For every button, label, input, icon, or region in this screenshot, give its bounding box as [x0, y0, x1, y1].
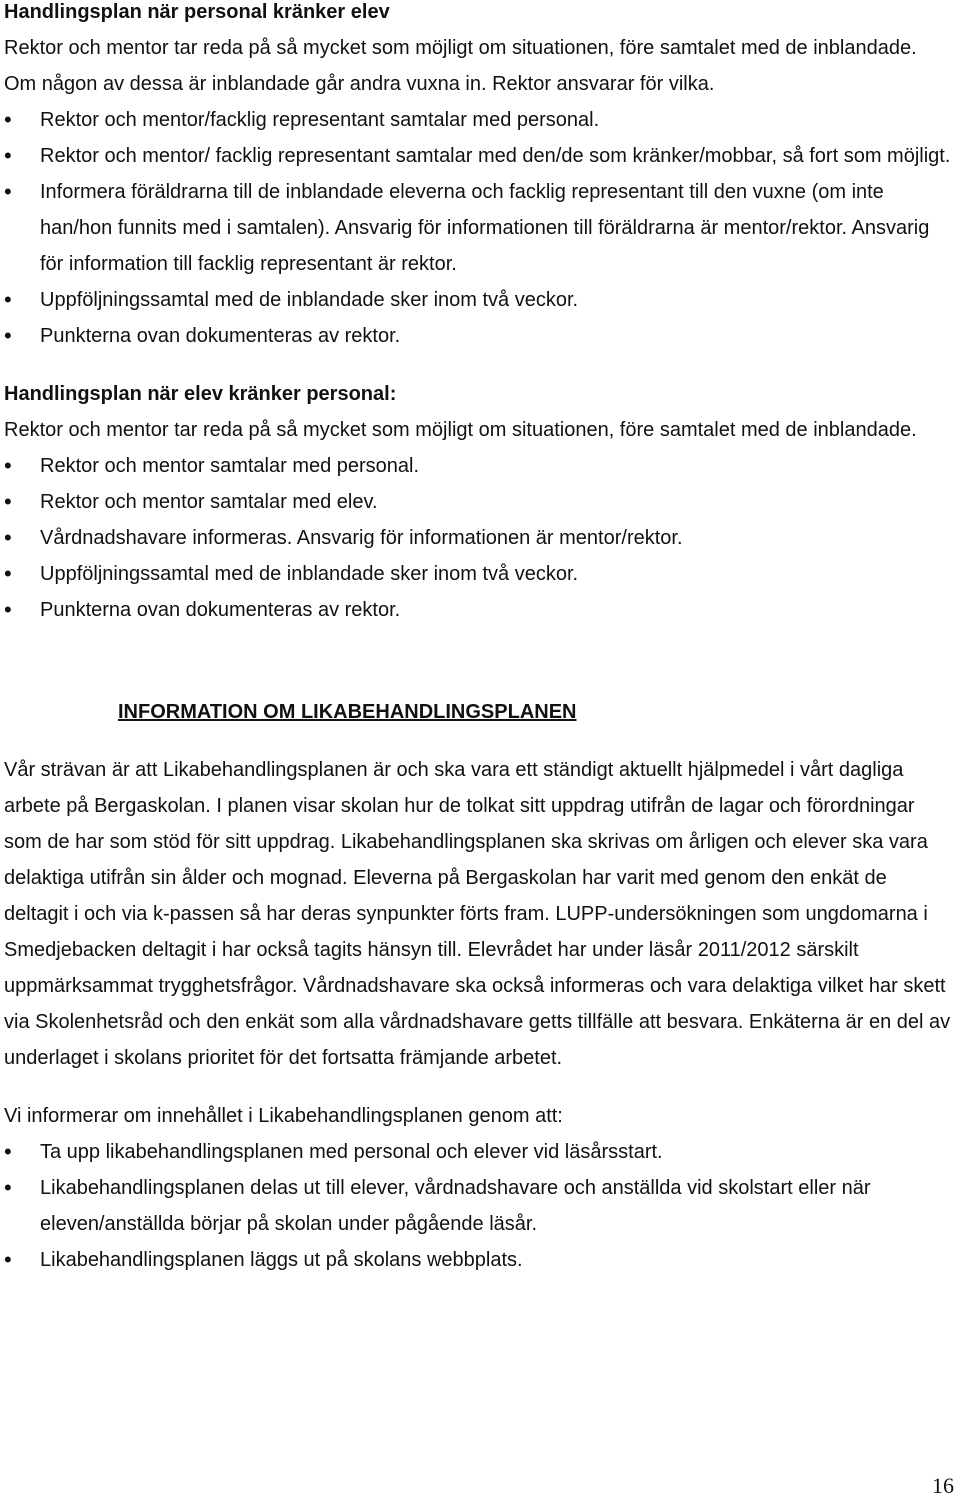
- list-item: • Rektor och mentor/ facklig representant samtalar med den/de som kränker/mobbar, så fort som möjligt.: [4, 138, 954, 174]
- page-number: 16: [932, 1473, 954, 1498]
- section-intro: Rektor och mentor tar reda på så mycket som möjligt om situationen, före samtalet med de inblandade. Om någon av dessa är inblandade går andra vuxna in. Rektor ansvarar för vilka.: [4, 37, 917, 95]
- list-item: • Vårdnadshavare informeras. Ansvarig för informationen är mentor/rektor.: [4, 520, 954, 556]
- list-item: • Informera föräldrarna till de inblandade eleverna och facklig representant till den vuxne (om inte han/hon funnits med i samtalen). Ansvarig för informationen till föräldrarna är mentor/rektor. Ansvarig för information till facklig representant är rektor.: [4, 174, 954, 282]
- section-heading: Handlingsplan när elev kränker personal:: [4, 383, 397, 405]
- info-body: Vår strävan är att Likabehandlingsplanen är och ska vara ett ständigt aktuellt hjälpmedel i vårt dagliga arbete på Bergaskolan. I planen visar skolan hur de tolkat sitt uppdrag utifrån de lagar och förordningar som de har som stöd för sitt uppdrag. Likabehandlingsplanen ska skrivas om årligen och elever ska vara delaktiga utifrån sin ålder och mognad. Eleverna på Bergaskolan har varit med genom den enkät de deltagit i och via k-passen så har deras synpunkter förts fram. LUPP-undersökningen som ungdomarna i Smedjebacken deltagit i har också tagits hänsyn till. Elevrådet har under läsår 2011/2012 särskilt uppmärksammat trygghetsfrågor. Vårdnadshavare ska också informeras och vara delaktiga vilket har skett via Skolenhetsråd och den enkät som alla vårdnadshavare getts tillfälle att besvara. Enkäterna är en del av underlaget i skolans prioritet för det fortsatta främjande arbetet.: [4, 759, 951, 1069]
- list-item: • Rektor och mentor samtalar med personal.: [4, 448, 954, 484]
- section-heading: Handlingsplan när personal kränker elev: [4, 1, 390, 23]
- spacer: [4, 354, 954, 376]
- section-intro: Rektor och mentor tar reda på så mycket som möjligt om situationen, före samtalet med de inblandade.: [4, 419, 917, 441]
- list-item: • Rektor och mentor samtalar med elev.: [4, 484, 954, 520]
- list-item: • Likabehandlingsplanen delas ut till elever, vårdnadshavare och anställda vid skolstart eller när eleven/anställda börjar på skolan under pågående läsår.: [4, 1170, 954, 1242]
- document-page: [4, 0, 954, 1278]
- list-item: • Uppföljningssamtal med de inblandade sker inom två veckor.: [4, 282, 954, 318]
- list-item: • Rektor och mentor/facklig representant samtalar med personal.: [4, 102, 954, 138]
- spacer: [4, 730, 954, 752]
- info-heading: INFORMATION OM LIKABEHANDLINGSPLANEN: [118, 701, 577, 723]
- bullet-list: [4, 1134, 954, 1278]
- list-item: • Ta upp likabehandlingsplanen med personal och elever vid läsårsstart.: [4, 1134, 954, 1170]
- spacer: [4, 1076, 954, 1098]
- info-lead: Vi informerar om innehållet i Likabehandlingsplanen genom att:: [4, 1105, 563, 1127]
- list-item: • Punkterna ovan dokumenteras av rektor.: [4, 592, 954, 628]
- list-item: • Likabehandlingsplanen läggs ut på skolans webbplats.: [4, 1242, 954, 1278]
- spacer: [4, 628, 954, 694]
- bullet-list: [4, 448, 954, 628]
- bullet-list: [4, 102, 954, 354]
- list-item: • Uppföljningssamtal med de inblandade sker inom två veckor.: [4, 556, 954, 592]
- list-item: • Punkterna ovan dokumenteras av rektor.: [4, 318, 954, 354]
